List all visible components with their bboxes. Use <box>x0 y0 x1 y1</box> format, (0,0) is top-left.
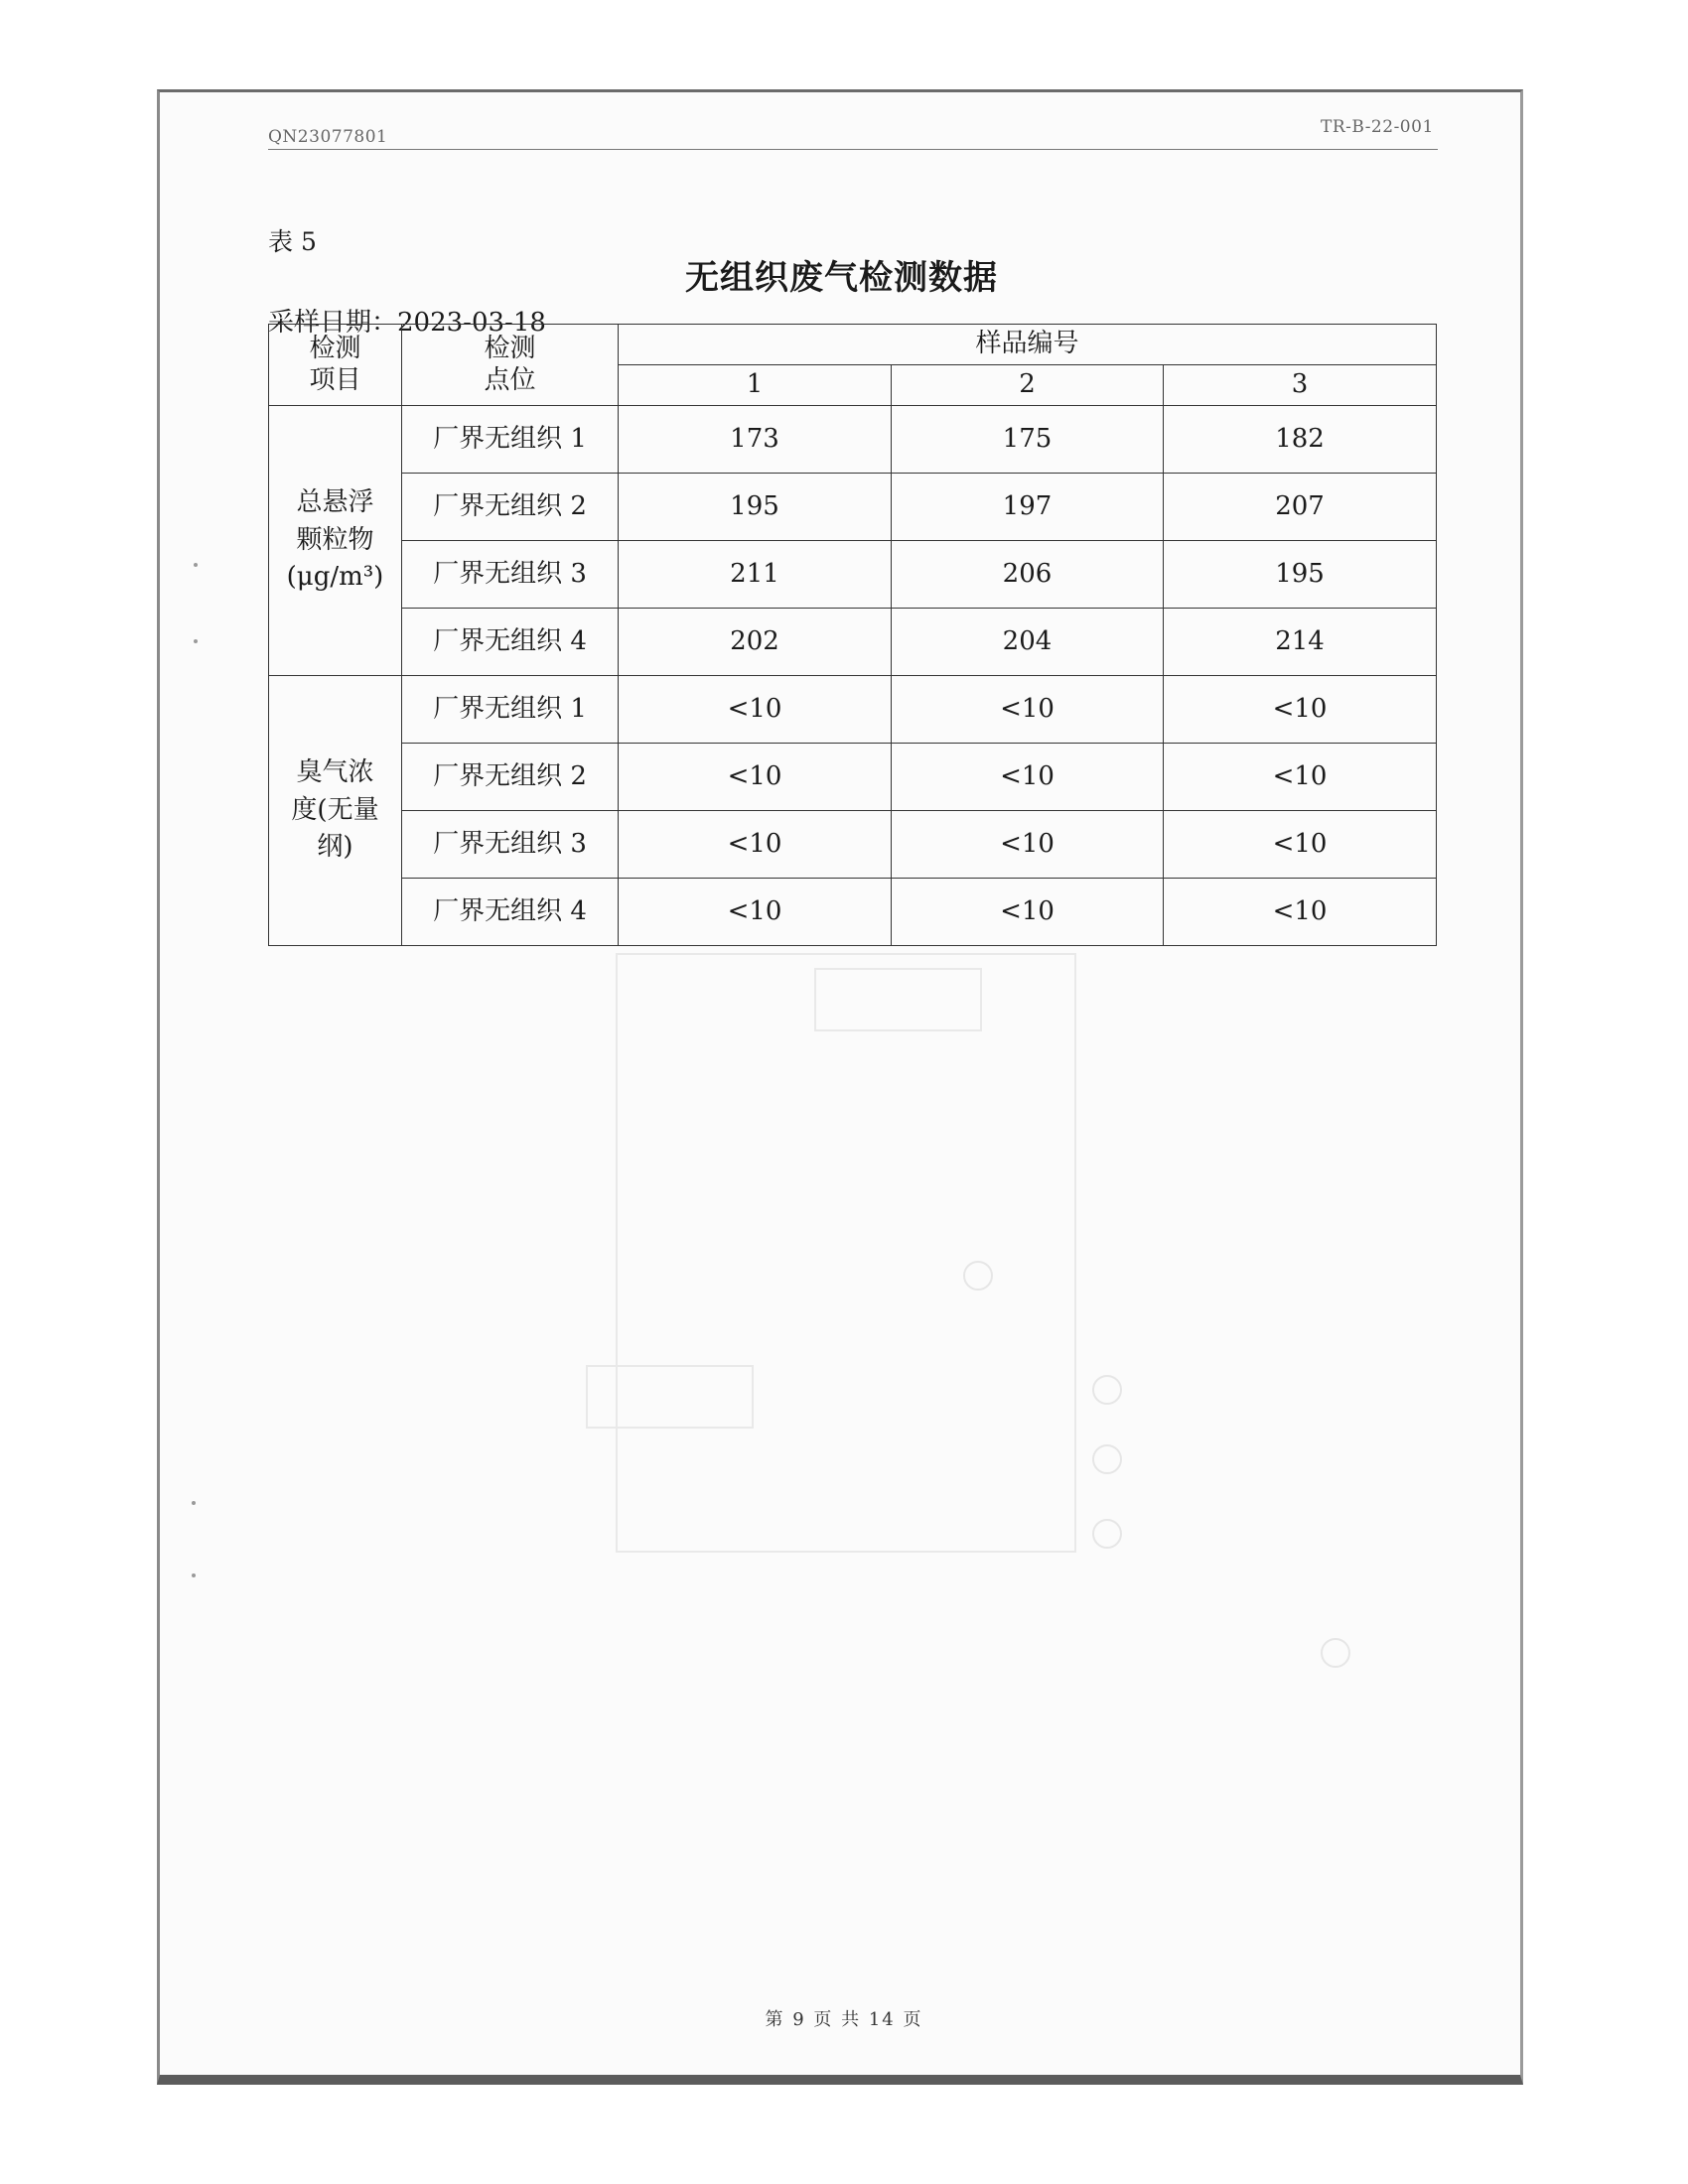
value-cell: 182 <box>1164 406 1437 474</box>
value-cell: <10 <box>619 811 892 879</box>
value-cell: 202 <box>619 609 892 676</box>
value-cell: <10 <box>892 811 1164 879</box>
value-cell: 211 <box>619 541 892 609</box>
bleed-through-circle <box>963 1261 993 1291</box>
table-row <box>269 744 1437 811</box>
header-sample-number: 3 <box>1164 365 1437 406</box>
header-item: 检测 项目 <box>269 325 402 406</box>
table-title: 无组织废气检测数据 <box>685 258 998 298</box>
value-cell: 204 <box>892 609 1164 676</box>
point-cell: 厂界无组织 3 <box>402 811 619 879</box>
page-number-footer: 第 9 页 共 14 页 <box>765 2009 923 2030</box>
bleed-through-box <box>814 968 982 1031</box>
scan-speck <box>192 1573 196 1577</box>
value-cell: <10 <box>892 744 1164 811</box>
sampling-date: 采样日期：2023-03-18 <box>268 308 546 338</box>
header-rule <box>268 149 1438 150</box>
table-row <box>269 474 1437 541</box>
point-cell: 厂界无组织 4 <box>402 609 619 676</box>
point-cell: 厂界无组织 2 <box>402 474 619 541</box>
bleed-through-frame <box>616 953 1076 1553</box>
header-point: 检测 点位 <box>402 325 619 406</box>
value-cell: 214 <box>1164 609 1437 676</box>
scan-speck <box>194 563 198 567</box>
scan-speck <box>194 639 198 643</box>
header-sample-number: 1 <box>619 365 892 406</box>
value-cell: 195 <box>1164 541 1437 609</box>
bleed-through-circle <box>1092 1519 1122 1549</box>
table-row <box>269 541 1437 609</box>
bleed-through-circle <box>1092 1375 1122 1405</box>
value-cell: 175 <box>892 406 1164 474</box>
table-row <box>269 879 1437 946</box>
table-row <box>269 676 1437 744</box>
item-tsp: 总悬浮 颗粒物 (μg/m³) <box>269 406 402 676</box>
header-sample-group: 样品编号 <box>619 325 1437 365</box>
emission-data-table <box>268 324 1437 946</box>
report-number: QN23077801 <box>268 127 388 147</box>
value-cell: <10 <box>1164 811 1437 879</box>
scan-speck <box>192 1501 196 1505</box>
value-cell: <10 <box>1164 676 1437 744</box>
value-cell: <10 <box>1164 879 1437 946</box>
bleed-through-circle <box>1321 1638 1350 1668</box>
point-cell: 厂界无组织 4 <box>402 879 619 946</box>
value-cell: 207 <box>1164 474 1437 541</box>
point-cell: 厂界无组织 1 <box>402 676 619 744</box>
table-header-row <box>269 325 1437 365</box>
table-row <box>269 406 1437 474</box>
bleed-through-circle <box>1092 1444 1122 1474</box>
value-cell: <10 <box>619 744 892 811</box>
value-cell: 197 <box>892 474 1164 541</box>
point-cell: 厂界无组织 1 <box>402 406 619 474</box>
value-cell: <10 <box>892 676 1164 744</box>
value-cell: 195 <box>619 474 892 541</box>
value-cell: 206 <box>892 541 1164 609</box>
table-label: 表 5 <box>268 227 317 256</box>
item-odor: 臭气浓 度(无量 纲) <box>269 676 402 946</box>
value-cell: 173 <box>619 406 892 474</box>
table-row <box>269 811 1437 879</box>
point-cell: 厂界无组织 3 <box>402 541 619 609</box>
table-row <box>269 609 1437 676</box>
value-cell: <10 <box>892 879 1164 946</box>
value-cell: <10 <box>1164 744 1437 811</box>
value-cell: <10 <box>619 879 892 946</box>
point-cell: 厂界无组织 2 <box>402 744 619 811</box>
bleed-through-box <box>586 1365 754 1429</box>
header-sample-number: 2 <box>892 365 1164 406</box>
value-cell: <10 <box>619 676 892 744</box>
form-code: TR-B-22-001 <box>1321 117 1434 137</box>
